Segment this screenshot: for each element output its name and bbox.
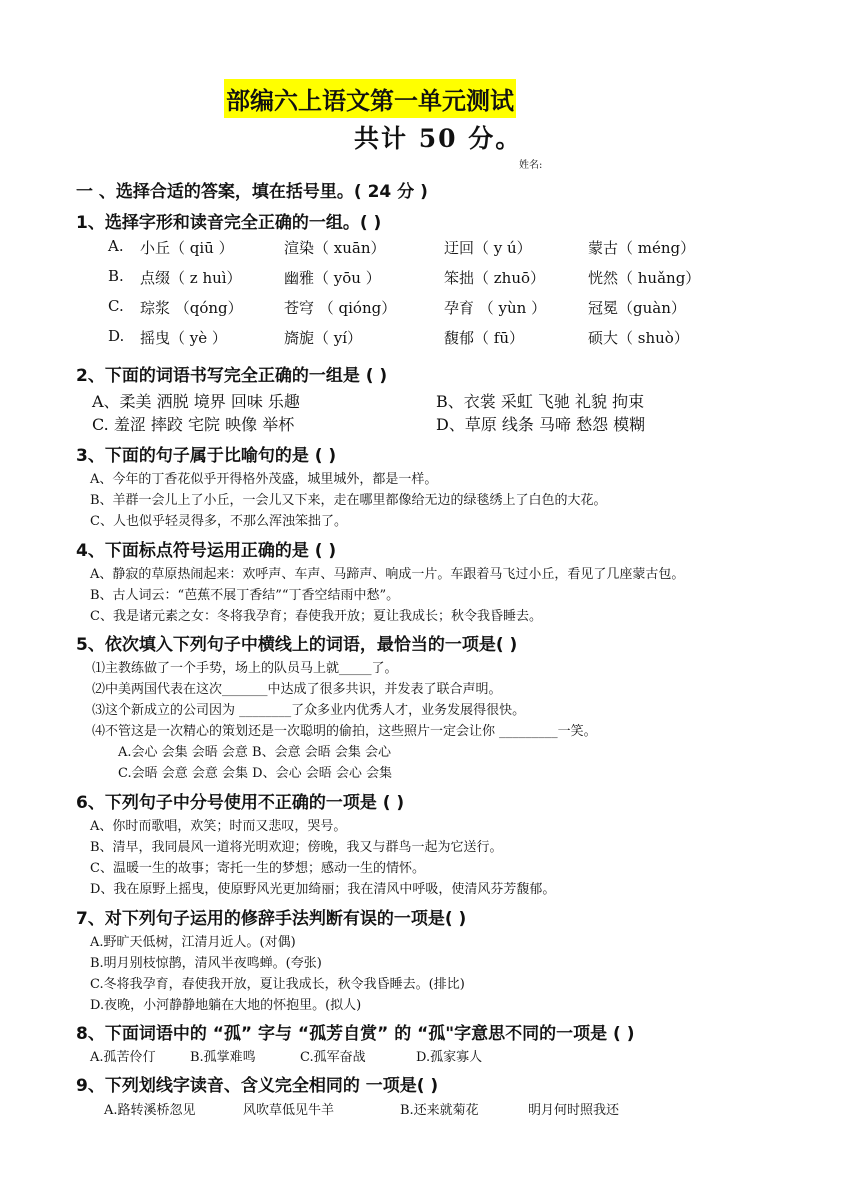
option-a: A.孤苦伶仃 xyxy=(90,1050,156,1065)
option-c: C. 羞涩 摔跤 宅院 映像 举杯 xyxy=(92,415,295,434)
option-a-line-1: A.路转溪桥忽见 xyxy=(104,1103,196,1118)
option-a-line-2: 风吹草低见牛羊 xyxy=(243,1103,335,1118)
option-item: 苍穹 （ qióng） xyxy=(284,299,397,317)
option-d: D.夜晚，小河静静地躺在大地的怀抱里。(拟人) xyxy=(90,998,362,1013)
option-item: 孕育 （ yùn ） xyxy=(444,299,547,317)
option-item: 点缀（ z huì） xyxy=(140,269,242,287)
question-7-prompt: 7、对下列句子运用的修辞手法判断有误的一项是( ) xyxy=(76,909,467,929)
option-b: B、衣裳 采虹 飞驰 礼貌 拘束 xyxy=(436,392,645,411)
option-b-line-2: 明月何时照我还 xyxy=(528,1103,620,1118)
option-a: A.野旷天低树，江清月近人。(对偶) xyxy=(90,935,296,950)
option-b-line-1: B.还来就菊花 xyxy=(400,1103,479,1118)
option-d: D、草原 线条 马啼 愁怨 模糊 xyxy=(436,415,646,434)
section-heading: 一 、选择合适的答案，填在括号里。( 24 分 ) xyxy=(76,182,428,202)
choices-row-1: A.会心 会集 会晤 会意 B、会意 会晤 会集 会心 xyxy=(118,745,392,760)
option-b: B、清早，我同晨风一道将光明欢迎；傍晚，我又与群鸟一起为它送行。 xyxy=(90,840,503,855)
sentence-4: ⑷不管这是一次精心的策划还是一次聪明的偷拍，这些照片一定会让你 _________一笑。 xyxy=(92,724,597,739)
choices-row-2: C.会晤 会意 会意 会集 D、会心 会晤 会心 会集 xyxy=(118,766,392,781)
option-item: 恍然（ huǎng） xyxy=(588,269,701,287)
question-9-prompt: 9、下列划线字读音、含义完全相同的 一项是( ) xyxy=(76,1076,439,1096)
option-d: D.孤家寡人 xyxy=(416,1050,483,1065)
question-5-prompt: 5、依次填入下列句子中横线上的词语，最恰当的一项是( ) xyxy=(76,635,518,655)
option-label: B. xyxy=(108,267,124,285)
option-item: 渲染（ xuān） xyxy=(284,239,386,257)
option-label: C. xyxy=(108,297,124,315)
question-3-prompt: 3、下面的句子属于比喻句的是 ( ) xyxy=(76,446,337,466)
option-item: 笨拙（ zhuō） xyxy=(444,269,546,287)
question-1-prompt: 1、选择字形和读音完全正确的一组。( ) xyxy=(76,213,382,233)
option-item: 硕大（ shuò） xyxy=(588,329,689,347)
option-b: B.明月别枝惊鹊，清风半夜鸣蝉。(夸张) xyxy=(90,956,322,971)
option-c: C、温暖一生的故事；寄托一生的梦想；感动一生的情怀。 xyxy=(90,861,425,876)
option-a: A、静寂的草原热闹起来：欢呼声、车声、马蹄声、响成一片。车跟着马飞过小丘，看见了几座蒙古包。 xyxy=(90,567,685,582)
sentence-2: ⑵中美两国代表在这次_______中达成了很多共识，并发表了联合声明。 xyxy=(92,682,502,697)
option-item: 冠冕（guàn） xyxy=(588,299,686,317)
question-2-prompt: 2、下面的词语书写完全正确的一组是 ( ) xyxy=(76,366,388,386)
option-item: 小丘（ qiū ） xyxy=(140,239,234,257)
option-c: C.冬将我孕育，春使我开放，夏让我成长，秋令我昏睡去。(排比) xyxy=(90,977,465,992)
option-a: A、柔美 洒脱 境界 回味 乐趣 xyxy=(92,392,300,411)
option-a: A、你时而歌唱，欢笑；时而又悲叹，哭号。 xyxy=(90,819,347,834)
question-4-prompt: 4、下面标点符号运用正确的是 ( ) xyxy=(76,541,337,561)
option-item: 摇曳（ yè ） xyxy=(140,329,227,347)
option-b: B、羊群一会儿上了小丘，一会儿又下来，走在哪里都像给无边的绿毯绣上了白色的大花。 xyxy=(90,493,607,508)
question-6-prompt: 6、下列句子中分号使用不正确的一项是 ( ) xyxy=(76,793,405,813)
option-c: C、人也似乎轻灵得多，不那么浑浊笨拙了。 xyxy=(90,514,347,529)
total-score: 共计 50 分。 xyxy=(354,124,523,153)
option-c: C、我是诸元素之女：冬将我孕育；春使我开放；夏让我成长；秋令我昏睡去。 xyxy=(90,609,542,624)
option-b: B.孤掌难鸣 xyxy=(190,1050,256,1065)
option-item: 幽雅（ yōu ） xyxy=(284,269,381,287)
option-b: B、古人词云：“芭蕉不展丁香结”“丁香空结雨中愁”。 xyxy=(90,588,400,603)
sentence-1: ⑴主教练做了一个手势，场上的队员马上就_____了。 xyxy=(92,661,398,676)
sentence-3: ⑶这个新成立的公司因为 ________了众多业内优秀人才，业务发展得很快。 xyxy=(92,703,526,718)
name-label: 姓名: xyxy=(519,160,543,171)
question-8-prompt: 8、下面词语中的 “孤” 字与 “孤芳自赏” 的 “孤"字意思不同的一项是 ( ) xyxy=(76,1024,635,1044)
option-c: C.孤军奋战 xyxy=(300,1050,366,1065)
page-title: 部编六上语文第一单元测试 xyxy=(224,79,516,118)
option-item: 琮浆 （qóng） xyxy=(140,299,243,317)
option-d: D、我在原野上摇曳，使原野风光更加绮丽；我在清风中呼吸，使清风芬芳馥郁。 xyxy=(90,882,556,897)
option-item: 馥郁（ fū） xyxy=(444,329,524,347)
option-label: D. xyxy=(108,327,125,345)
option-item: 迂回（ y ú） xyxy=(444,239,532,257)
option-label: A. xyxy=(108,237,124,255)
option-item: 蒙古（ méng） xyxy=(588,239,696,257)
option-a: A、今年的丁香花似乎开得格外茂盛，城里城外，都是一样。 xyxy=(90,472,438,487)
option-item: 旖旎（ yí） xyxy=(284,329,363,347)
